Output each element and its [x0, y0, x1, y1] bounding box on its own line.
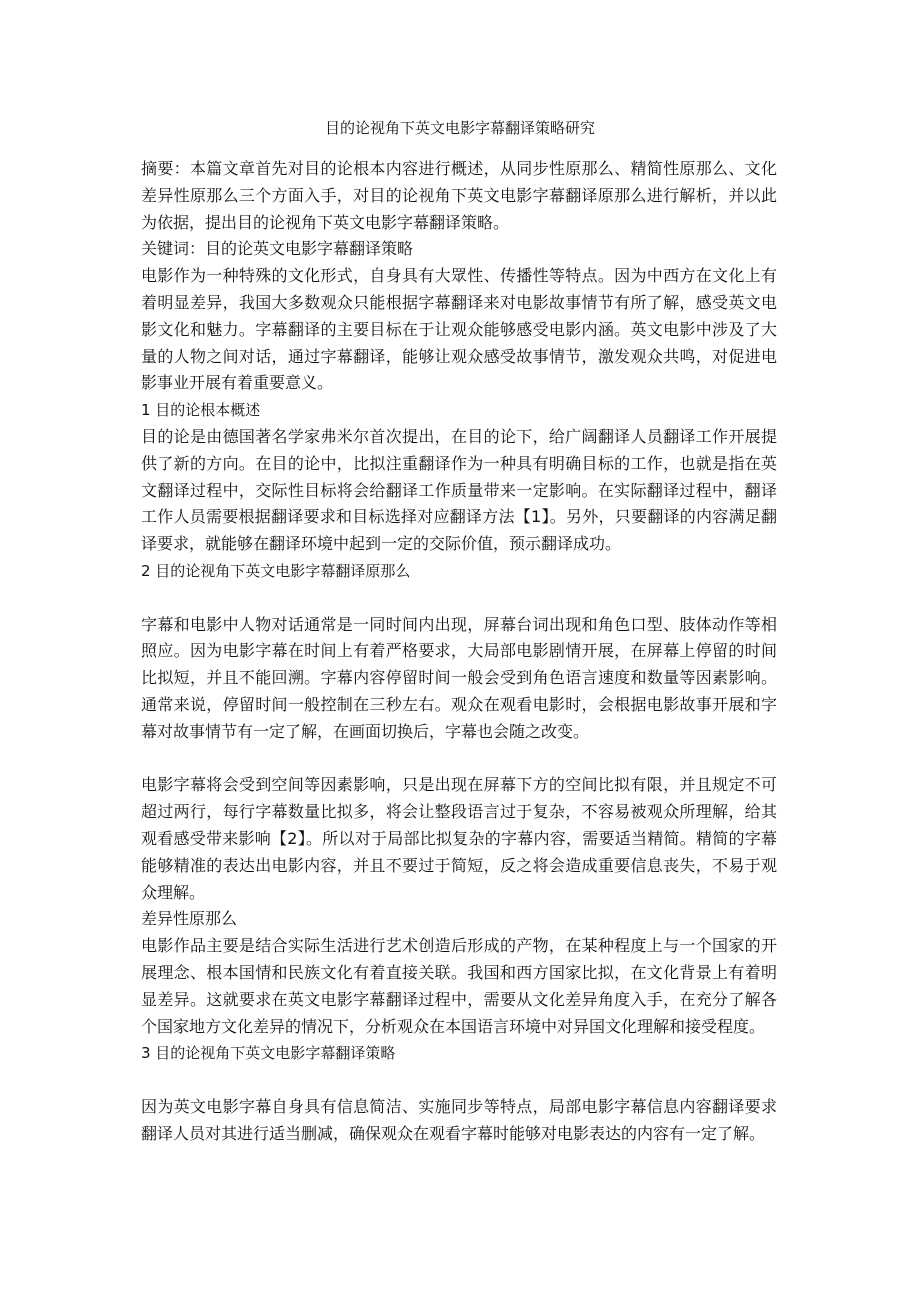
paragraph-spacer [141, 1067, 777, 1094]
paragraph: 因为英文电影字幕自身具有信息简洁、实施同步等特点，局部电影字幕信息内容翻译要求翻译人员对其进行适当删减，确保观众在观看字幕时能够对电影表达的内容有一定了解。 [141, 1096, 777, 1143]
paragraph: 电影作品主要是结合实际生活进行艺术创造后形成的产物，在某种程度上与一个国家的开展理念、根本国情和民族文化有着直接关联。我国和西方国家比拟，在文化背景上有着明显差异。这就要求在英文电影字幕翻译过程中，需要从文化差异角度入手，在充分了解各个国家地方文化差异的情况下，分析观众在本国语言环境中对异国文化理解和接受程度。 [141, 936, 777, 1036]
paragraph: 关键词：目的论英文电影字幕翻译策略 [141, 239, 414, 259]
section-heading: 1 目的论根本概述 [141, 401, 261, 420]
document-body [141, 156, 777, 1147]
paragraph: 摘要：本篇文章首先对目的论根本内容进行概述，从同步性原那么、精简性原那么、文化差异性原那么三个方面入手，对目的论视角下英文电影字幕翻译原那么进行解析，并以此为依据，提出目的论视角下英文电影字幕翻译策略。 [141, 159, 777, 232]
paragraph-spacer [141, 746, 777, 773]
paragraph-spacer [141, 585, 777, 612]
paragraph: 目的论是由德国著名学家弗米尔首次提出，在目的论下，给广阔翻译人员翻译工作开展提供了新的方向。在目的论中，比拟注重翻译作为一种具有明确目标的工作，也就是指在英文翻译过程中，交际性目标将会给翻译工作质量带来一定影响。在实际翻译过程中，翻译工作人员需要根据翻译要求和目标选择对应翻译方法【1】。另外，只要翻译的内容满足翻译要求，就能够在翻译环境中起到一定的交际价值，预示翻译成功。 [141, 426, 777, 554]
paragraph: 字幕和电影中人物对话通常是一同时间内出现，屏幕台词出现和角色口型、肢体动作等相照应。因为电影字幕在时间上有着严格要求，大局部电影剧情开展，在屏幕上停留的时间比拟短，并且不能回溯。字幕内容停留时间一般会受到角色语言速度和数量等因素影响。通常来说，停留时间一般控制在三秒左右。观众在观看电影时，会根据电影故事开展和字幕对故事情节有一定了解，在画面切换后，字幕也会随之改变。 [141, 614, 777, 741]
paragraph: 电影作为一种特殊的文化形式，自身具有大眾性、传播性等特点。因为中西方在文化上有着明显差异，我国大多数观众只能根据字幕翻译来对电影故事情节有所了解，感受英文电影文化和魅力。字幕翻译的主要目标在于让观众能够感受电影内涵。英文电影中涉及了大量的人物之间对话，通过字幕翻译，能够让观众感受故事情节，激发观众共鸣，对促进电影事业开展有着重要意义。 [141, 266, 777, 393]
section-heading: 3 目的论视角下英文电影字幕翻译策略 [141, 1044, 396, 1063]
section-heading: 2 目的论视角下英文电影字幕翻译原那么 [141, 561, 411, 580]
paragraph: 电影字幕将会受到空间等因素影响，只是出现在屏幕下方的空间比拟有限，并且规定不可超过两行，每行字幕数量比拟多，将会让整段语言过于复杂，不容易被观众所理解，给其观看感受带来影响【2】。所以对于局部比拟复杂的字幕内容，需要适当精简。精简的字幕能够精准的表达出电影内容，并且不要过于简短，反之将会造成重要信息丧失，不易于观众理解。 [141, 775, 777, 902]
document-title: 目的论视角下英文电影字幕翻译策略研究 [324, 119, 595, 137]
paragraph: 差异性原那么 [141, 909, 238, 929]
